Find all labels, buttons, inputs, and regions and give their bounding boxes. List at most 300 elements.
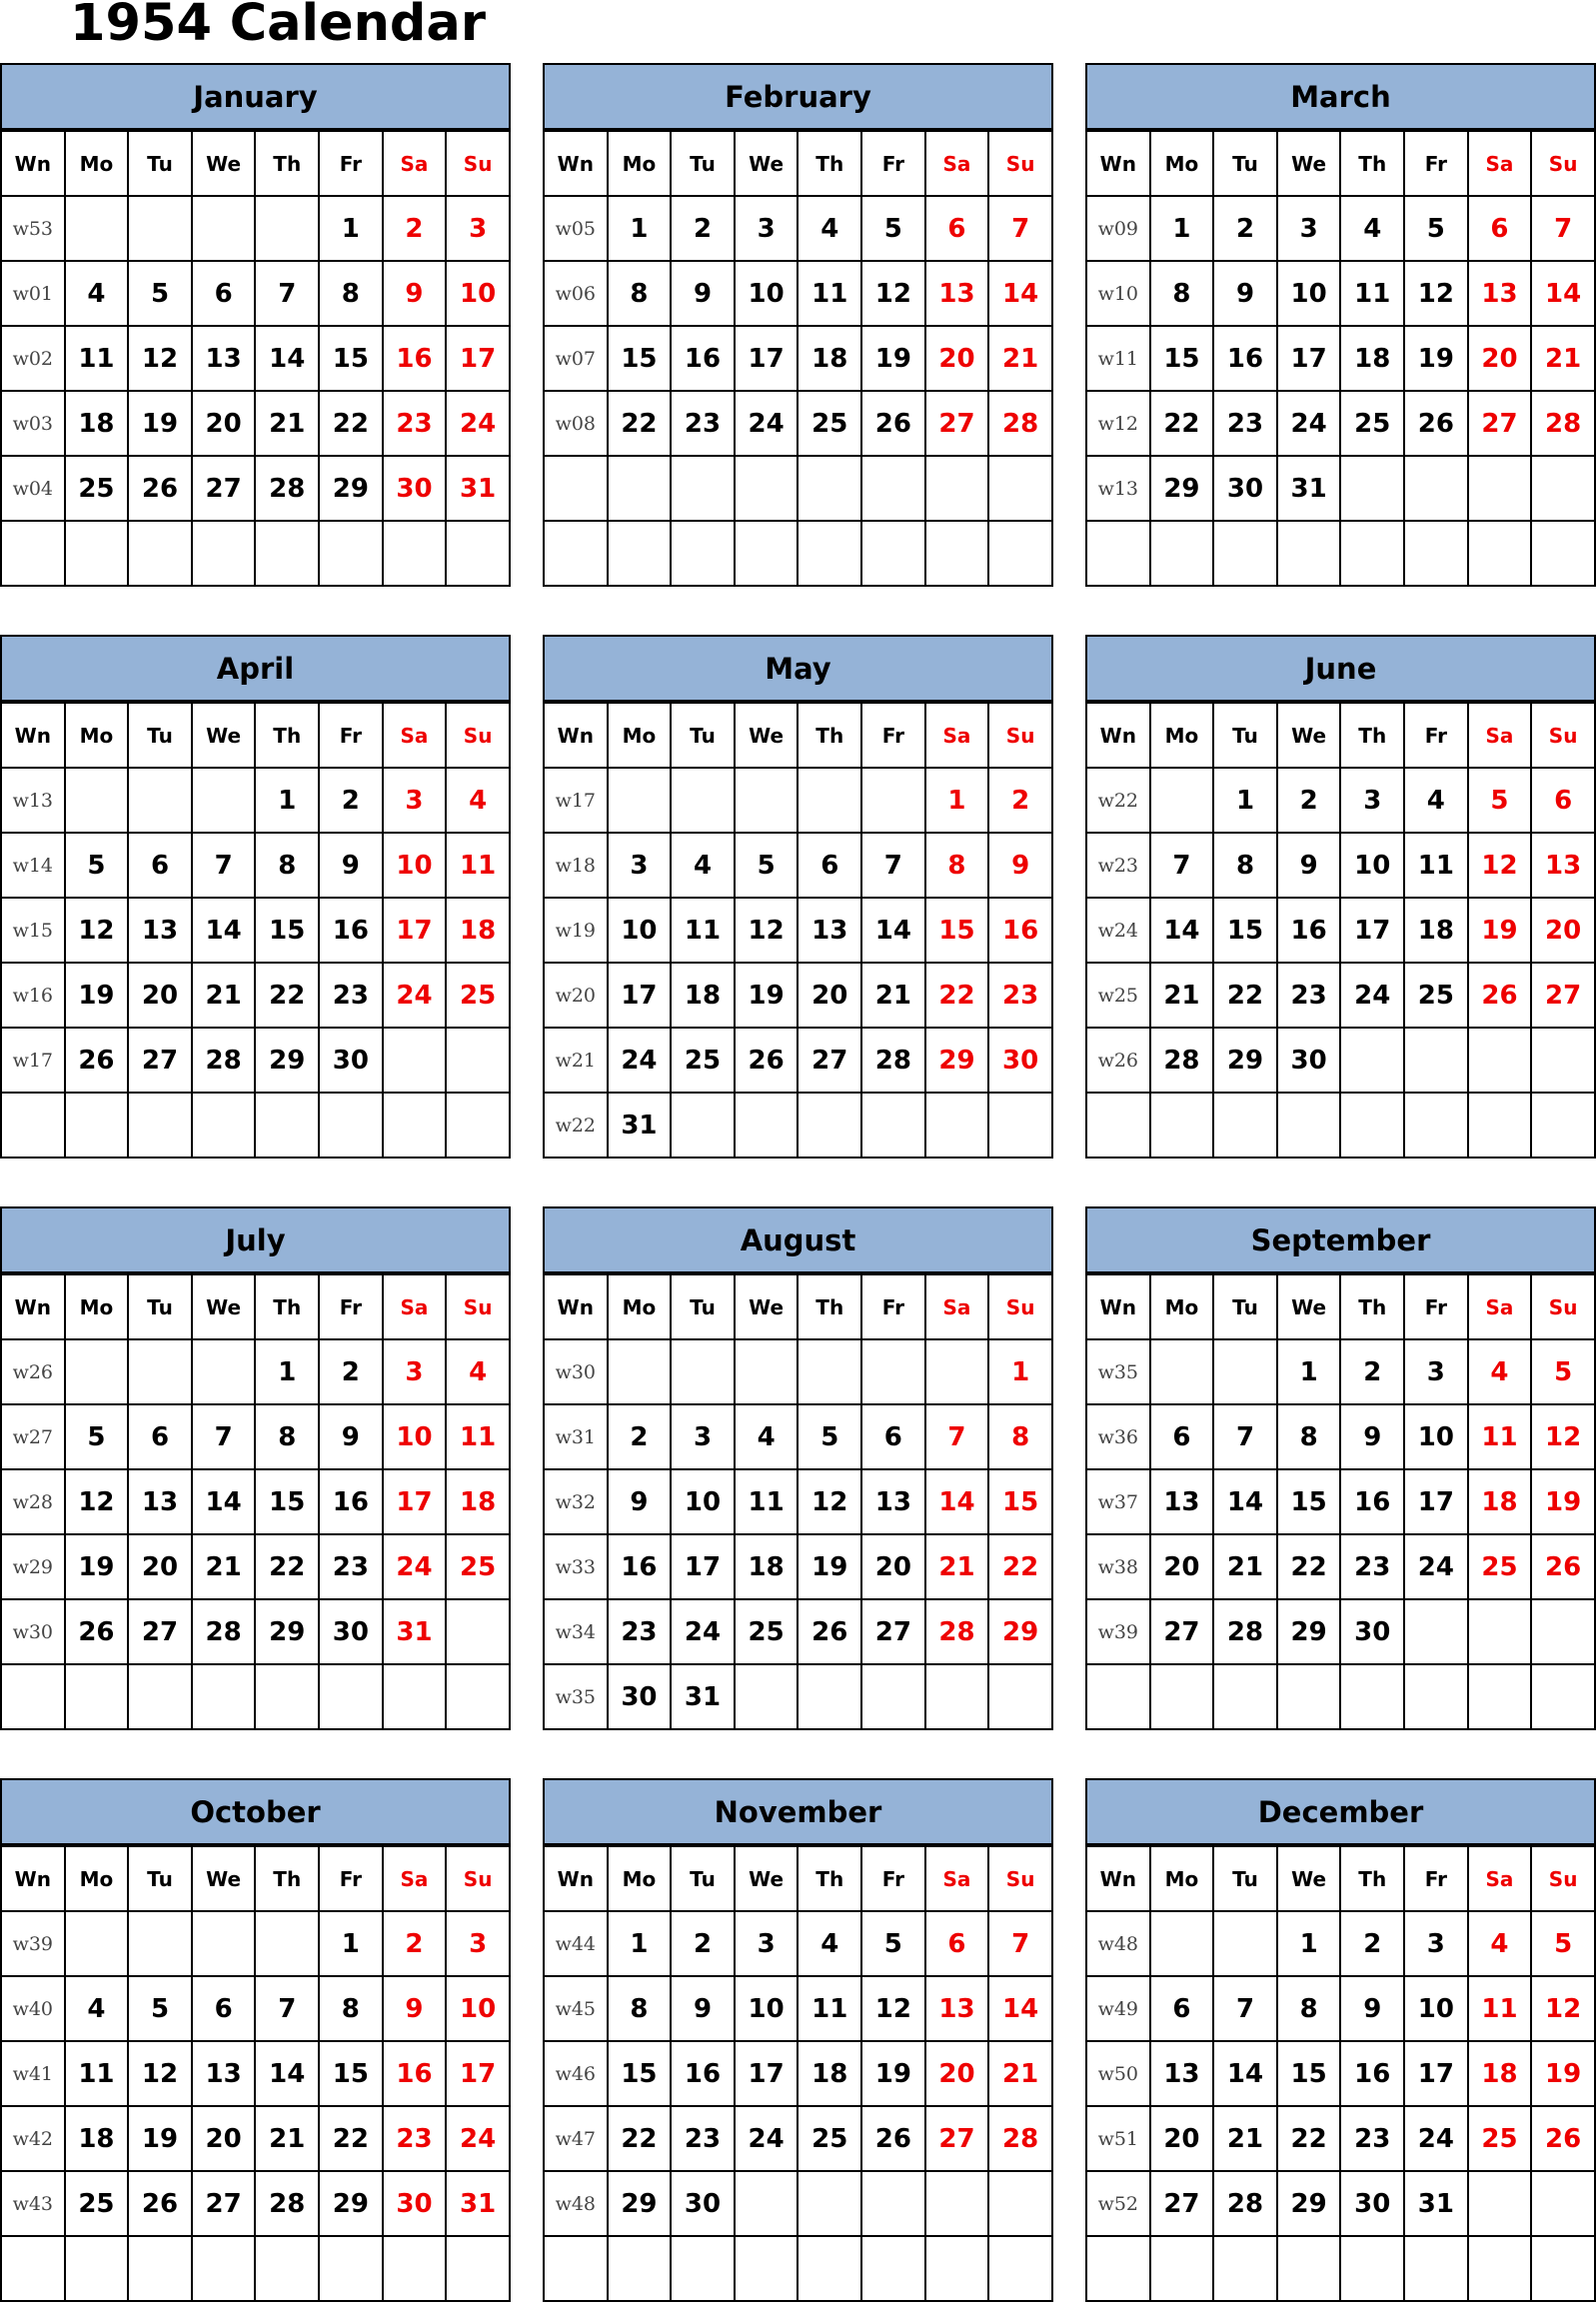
- day-cell: 27: [128, 1599, 192, 1664]
- month-september: [1085, 1206, 1596, 1730]
- day-cell: [1531, 521, 1595, 586]
- day-cell: 12: [1468, 833, 1532, 898]
- month-title: September: [1085, 1206, 1596, 1273]
- week-row: [544, 2236, 1052, 2301]
- day-cell: 7: [192, 1404, 256, 1469]
- weekday-header-row: [544, 1846, 1052, 1911]
- day-cell: [255, 1093, 319, 1158]
- week-number: w20: [544, 963, 608, 1028]
- day-cell: 18: [1404, 898, 1468, 963]
- day-cell: 28: [1150, 1028, 1214, 1093]
- week-number: [544, 521, 608, 586]
- week-row: [1086, 2106, 1595, 2171]
- month-december: [1085, 1778, 1596, 2302]
- day-cell: 29: [608, 2171, 672, 2236]
- week-number: w06: [544, 261, 608, 326]
- day-cell: 16: [319, 898, 383, 963]
- weekday-header: Wn: [1086, 703, 1150, 768]
- week-number: w17: [544, 768, 608, 833]
- day-cell: 25: [446, 1534, 510, 1599]
- week-number: w19: [544, 898, 608, 963]
- week-row: [1, 196, 510, 261]
- day-cell: 18: [446, 898, 510, 963]
- day-cell: 19: [128, 391, 192, 456]
- weekday-header-row: [1086, 1274, 1595, 1339]
- week-row: [1, 1534, 510, 1599]
- month-title: February: [543, 63, 1053, 130]
- day-cell: 16: [383, 2041, 447, 2106]
- day-cell: [1340, 2236, 1404, 2301]
- day-cell: [192, 196, 256, 261]
- day-cell: [128, 1911, 192, 1976]
- day-cell: [925, 2171, 989, 2236]
- day-cell: 30: [383, 2171, 447, 2236]
- day-cell: 30: [988, 1028, 1052, 1093]
- day-cell: [988, 456, 1052, 521]
- day-cell: 24: [1277, 391, 1341, 456]
- week-row: [1086, 1534, 1595, 1599]
- day-cell: 26: [861, 2106, 925, 2171]
- day-cell: [1277, 521, 1341, 586]
- weekday-header: Sa: [1468, 703, 1532, 768]
- week-number: w26: [1086, 1028, 1150, 1093]
- week-number: w03: [1, 391, 65, 456]
- day-cell: 4: [1468, 1339, 1532, 1404]
- day-cell: 13: [192, 326, 256, 391]
- day-cell: 15: [925, 898, 989, 963]
- weekday-header: Fr: [1404, 1274, 1468, 1339]
- day-cell: [798, 768, 861, 833]
- day-cell: 14: [255, 2041, 319, 2106]
- weekday-header: Th: [798, 1274, 861, 1339]
- week-number: w12: [1086, 391, 1150, 456]
- weekday-header-row: [1086, 1846, 1595, 1911]
- day-cell: 22: [255, 1534, 319, 1599]
- weekday-header: Tu: [671, 1274, 735, 1339]
- day-cell: 7: [861, 833, 925, 898]
- weekday-header: Sa: [383, 1274, 447, 1339]
- weekday-header: Mo: [1150, 1846, 1214, 1911]
- day-cell: [65, 521, 129, 586]
- day-cell: 5: [735, 833, 798, 898]
- day-cell: 6: [861, 1404, 925, 1469]
- day-cell: 27: [925, 391, 989, 456]
- weekday-header: Sa: [925, 1274, 989, 1339]
- day-cell: [735, 1339, 798, 1404]
- day-cell: 23: [988, 963, 1052, 1028]
- day-cell: [192, 1664, 256, 1729]
- day-cell: 28: [255, 2171, 319, 2236]
- day-cell: 8: [255, 1404, 319, 1469]
- month-table: [0, 1273, 511, 1730]
- day-cell: [925, 456, 989, 521]
- day-cell: [446, 521, 510, 586]
- day-cell: [671, 2236, 735, 2301]
- day-cell: 17: [446, 2041, 510, 2106]
- week-row: [1, 1469, 510, 1534]
- day-cell: 29: [319, 456, 383, 521]
- day-cell: 20: [192, 391, 256, 456]
- week-row: [1086, 768, 1595, 833]
- week-row: [1, 1911, 510, 1976]
- weekday-header: Tu: [1213, 131, 1277, 196]
- day-cell: 24: [671, 1599, 735, 1664]
- day-cell: 27: [1468, 391, 1532, 456]
- day-cell: 26: [798, 1599, 861, 1664]
- month-january: [0, 63, 511, 587]
- day-cell: 1: [1150, 196, 1214, 261]
- month-table: [1085, 1845, 1596, 2302]
- weekday-header: Fr: [1404, 131, 1468, 196]
- day-cell: [319, 521, 383, 586]
- weekday-header: Th: [798, 1846, 861, 1911]
- day-cell: 1: [988, 1339, 1052, 1404]
- day-cell: 17: [383, 1469, 447, 1534]
- day-cell: 5: [128, 1976, 192, 2041]
- day-cell: 23: [319, 1534, 383, 1599]
- week-row: [544, 196, 1052, 261]
- day-cell: 21: [192, 1534, 256, 1599]
- day-cell: 30: [1340, 2171, 1404, 2236]
- day-cell: [1404, 456, 1468, 521]
- week-row: [1, 456, 510, 521]
- month-table: [0, 130, 511, 587]
- day-cell: 30: [383, 456, 447, 521]
- weekday-header: Wn: [1, 131, 65, 196]
- day-cell: 16: [988, 898, 1052, 963]
- day-cell: 25: [671, 1028, 735, 1093]
- day-cell: [319, 2236, 383, 2301]
- day-cell: 24: [446, 2106, 510, 2171]
- day-cell: 4: [671, 833, 735, 898]
- day-cell: 10: [446, 261, 510, 326]
- week-row: [544, 833, 1052, 898]
- weekday-header: Su: [1531, 703, 1595, 768]
- day-cell: 9: [1340, 1404, 1404, 1469]
- day-cell: [608, 521, 672, 586]
- weekday-header: Fr: [861, 703, 925, 768]
- weekday-header: Tu: [128, 703, 192, 768]
- day-cell: 16: [671, 2041, 735, 2106]
- day-cell: 12: [128, 326, 192, 391]
- day-cell: 2: [671, 1911, 735, 1976]
- day-cell: 7: [192, 833, 256, 898]
- day-cell: 11: [1340, 261, 1404, 326]
- day-cell: 12: [1531, 1976, 1595, 2041]
- week-row: [1, 1664, 510, 1729]
- day-cell: 17: [671, 1534, 735, 1599]
- week-row: [1086, 2171, 1595, 2236]
- week-row: [544, 456, 1052, 521]
- day-cell: [383, 1664, 447, 1729]
- day-cell: [735, 456, 798, 521]
- week-row: [544, 1469, 1052, 1534]
- day-cell: 6: [1531, 768, 1595, 833]
- month-title: December: [1085, 1778, 1596, 1845]
- weekday-header: Fr: [319, 1846, 383, 1911]
- month-title: January: [0, 63, 511, 130]
- weekday-header: Su: [446, 131, 510, 196]
- weekday-header-row: [1, 1846, 510, 1911]
- month-april: [0, 635, 511, 1158]
- day-cell: [446, 1664, 510, 1729]
- day-cell: [1340, 1093, 1404, 1158]
- weekday-header: We: [1277, 1274, 1341, 1339]
- day-cell: 3: [735, 196, 798, 261]
- day-cell: 10: [383, 1404, 447, 1469]
- week-number: [1086, 1664, 1150, 1729]
- day-cell: [988, 1093, 1052, 1158]
- day-cell: [608, 1339, 672, 1404]
- week-number: [1086, 1093, 1150, 1158]
- weekday-header: Su: [988, 703, 1052, 768]
- day-cell: 31: [608, 1093, 672, 1158]
- day-cell: 29: [925, 1028, 989, 1093]
- day-cell: 11: [65, 326, 129, 391]
- day-cell: [861, 1339, 925, 1404]
- weekday-header: Mo: [1150, 703, 1214, 768]
- day-cell: [319, 1093, 383, 1158]
- weekday-header: Mo: [608, 703, 672, 768]
- day-cell: 29: [255, 1599, 319, 1664]
- weekday-header: Sa: [1468, 1274, 1532, 1339]
- day-cell: 6: [1150, 1976, 1214, 2041]
- day-cell: 11: [798, 261, 861, 326]
- day-cell: 25: [735, 1599, 798, 1664]
- weekday-header: Su: [988, 131, 1052, 196]
- week-number: w41: [1, 2041, 65, 2106]
- month-november: [543, 1778, 1053, 2302]
- month-title: April: [0, 635, 511, 702]
- day-cell: 10: [1340, 833, 1404, 898]
- weekday-header: Tu: [671, 1846, 735, 1911]
- day-cell: [671, 1093, 735, 1158]
- weekday-header: Fr: [1404, 1846, 1468, 1911]
- day-cell: 3: [383, 768, 447, 833]
- day-cell: 19: [128, 2106, 192, 2171]
- day-cell: 3: [1277, 196, 1341, 261]
- day-cell: 26: [128, 456, 192, 521]
- day-cell: 1: [255, 1339, 319, 1404]
- week-number: w34: [544, 1599, 608, 1664]
- day-cell: 4: [735, 1404, 798, 1469]
- week-row: [1, 261, 510, 326]
- weekday-header: Wn: [1, 703, 65, 768]
- day-cell: 10: [608, 898, 672, 963]
- day-cell: 19: [798, 1534, 861, 1599]
- day-cell: 16: [1340, 2041, 1404, 2106]
- day-cell: 26: [65, 1028, 129, 1093]
- week-number: [1, 1093, 65, 1158]
- week-number: w43: [1, 2171, 65, 2236]
- week-number: w07: [544, 326, 608, 391]
- week-row: [544, 768, 1052, 833]
- day-cell: [383, 2236, 447, 2301]
- day-cell: 4: [65, 1976, 129, 2041]
- day-cell: 22: [988, 1534, 1052, 1599]
- weekday-header: Fr: [1404, 703, 1468, 768]
- day-cell: [608, 2236, 672, 2301]
- day-cell: 5: [65, 833, 129, 898]
- day-cell: [383, 521, 447, 586]
- day-cell: [798, 2236, 861, 2301]
- day-cell: 25: [65, 2171, 129, 2236]
- day-cell: 31: [671, 1664, 735, 1729]
- day-cell: [446, 1599, 510, 1664]
- month-table: [543, 1273, 1053, 1730]
- day-cell: 14: [1213, 1469, 1277, 1534]
- week-row: [1, 2106, 510, 2171]
- week-number: w52: [1086, 2171, 1150, 2236]
- week-row: [544, 1093, 1052, 1158]
- day-cell: 8: [608, 261, 672, 326]
- day-cell: 20: [798, 963, 861, 1028]
- weekday-header: We: [192, 703, 256, 768]
- day-cell: [1531, 1093, 1595, 1158]
- day-cell: 31: [446, 2171, 510, 2236]
- weekday-header-row: [544, 131, 1052, 196]
- week-row: [1, 521, 510, 586]
- day-cell: [1531, 2171, 1595, 2236]
- day-cell: 4: [1404, 768, 1468, 833]
- week-row: [1086, 1339, 1595, 1404]
- week-number: [544, 456, 608, 521]
- month-table: [1085, 1273, 1596, 1730]
- week-number: w26: [1, 1339, 65, 1404]
- month-may: [543, 635, 1053, 1158]
- day-cell: 2: [671, 196, 735, 261]
- day-cell: 19: [65, 1534, 129, 1599]
- day-cell: 27: [192, 456, 256, 521]
- weekday-header: We: [1277, 131, 1341, 196]
- month-table: [1085, 702, 1596, 1158]
- month-table: [0, 1845, 511, 2302]
- week-row: [544, 963, 1052, 1028]
- day-cell: [1340, 521, 1404, 586]
- day-cell: 28: [255, 456, 319, 521]
- day-cell: 17: [735, 2041, 798, 2106]
- week-number: w11: [1086, 326, 1150, 391]
- day-cell: [128, 1664, 192, 1729]
- week-number: [1, 1664, 65, 1729]
- weekday-header-row: [1, 1274, 510, 1339]
- week-row: [1086, 1911, 1595, 1976]
- week-row: [1, 1339, 510, 1404]
- day-cell: [128, 196, 192, 261]
- day-cell: 10: [735, 261, 798, 326]
- day-cell: 5: [1531, 1339, 1595, 1404]
- day-cell: 20: [192, 2106, 256, 2171]
- day-cell: [1468, 1093, 1532, 1158]
- day-cell: 11: [446, 1404, 510, 1469]
- weekday-header: Tu: [128, 1846, 192, 1911]
- weekday-header: Su: [446, 1846, 510, 1911]
- weekday-header: We: [735, 703, 798, 768]
- week-row: [544, 391, 1052, 456]
- day-cell: 7: [1213, 1976, 1277, 2041]
- day-cell: [65, 196, 129, 261]
- week-row: [1, 1093, 510, 1158]
- month-table: [0, 702, 511, 1158]
- month-table: [543, 130, 1053, 587]
- day-cell: 20: [925, 326, 989, 391]
- week-row: [544, 1911, 1052, 1976]
- week-row: [544, 1028, 1052, 1093]
- month-table: [1085, 130, 1596, 587]
- day-cell: 16: [671, 326, 735, 391]
- day-cell: 28: [1531, 391, 1595, 456]
- weekday-header: Sa: [925, 131, 989, 196]
- day-cell: [1340, 1028, 1404, 1093]
- day-cell: [671, 768, 735, 833]
- week-number: w46: [544, 2041, 608, 2106]
- day-cell: 18: [65, 391, 129, 456]
- weekday-header: Th: [255, 703, 319, 768]
- day-cell: [383, 1028, 447, 1093]
- weekday-header-row: [544, 1274, 1052, 1339]
- week-number: w39: [1086, 1599, 1150, 1664]
- day-cell: 17: [735, 326, 798, 391]
- day-cell: 14: [1213, 2041, 1277, 2106]
- day-cell: 26: [1531, 2106, 1595, 2171]
- day-cell: 29: [1150, 456, 1214, 521]
- day-cell: 1: [319, 196, 383, 261]
- week-row: [1, 391, 510, 456]
- day-cell: 12: [1404, 261, 1468, 326]
- day-cell: [798, 1339, 861, 1404]
- day-cell: 25: [1340, 391, 1404, 456]
- day-cell: 22: [608, 391, 672, 456]
- day-cell: 17: [1404, 1469, 1468, 1534]
- day-cell: 3: [1404, 1911, 1468, 1976]
- day-cell: 14: [192, 898, 256, 963]
- week-number: w29: [1, 1534, 65, 1599]
- day-cell: 22: [925, 963, 989, 1028]
- weekday-header: Mo: [65, 703, 129, 768]
- day-cell: 5: [1468, 768, 1532, 833]
- day-cell: [65, 1664, 129, 1729]
- day-cell: 29: [1277, 2171, 1341, 2236]
- day-cell: [1150, 1093, 1214, 1158]
- weekday-header: Sa: [383, 1846, 447, 1911]
- week-row: [1086, 1093, 1595, 1158]
- day-cell: 17: [1277, 326, 1341, 391]
- month-june: [1085, 635, 1596, 1158]
- weekday-header: Fr: [319, 131, 383, 196]
- day-cell: 3: [383, 1339, 447, 1404]
- weekday-header: Tu: [128, 131, 192, 196]
- day-cell: 19: [861, 2041, 925, 2106]
- day-cell: 8: [255, 833, 319, 898]
- week-number: w22: [1086, 768, 1150, 833]
- day-cell: [128, 1093, 192, 1158]
- week-row: [544, 1976, 1052, 2041]
- day-cell: 24: [446, 391, 510, 456]
- day-cell: [988, 1664, 1052, 1729]
- week-number: w30: [1, 1599, 65, 1664]
- day-cell: [861, 1664, 925, 1729]
- weekday-header: Su: [446, 1274, 510, 1339]
- day-cell: [1150, 1911, 1214, 1976]
- weekday-header: We: [192, 1274, 256, 1339]
- day-cell: 24: [735, 391, 798, 456]
- day-cell: 4: [1468, 1911, 1532, 1976]
- week-number: w08: [544, 391, 608, 456]
- week-row: [1086, 196, 1595, 261]
- month-august: [543, 1206, 1053, 1730]
- day-cell: 26: [1404, 391, 1468, 456]
- day-cell: 12: [65, 1469, 129, 1534]
